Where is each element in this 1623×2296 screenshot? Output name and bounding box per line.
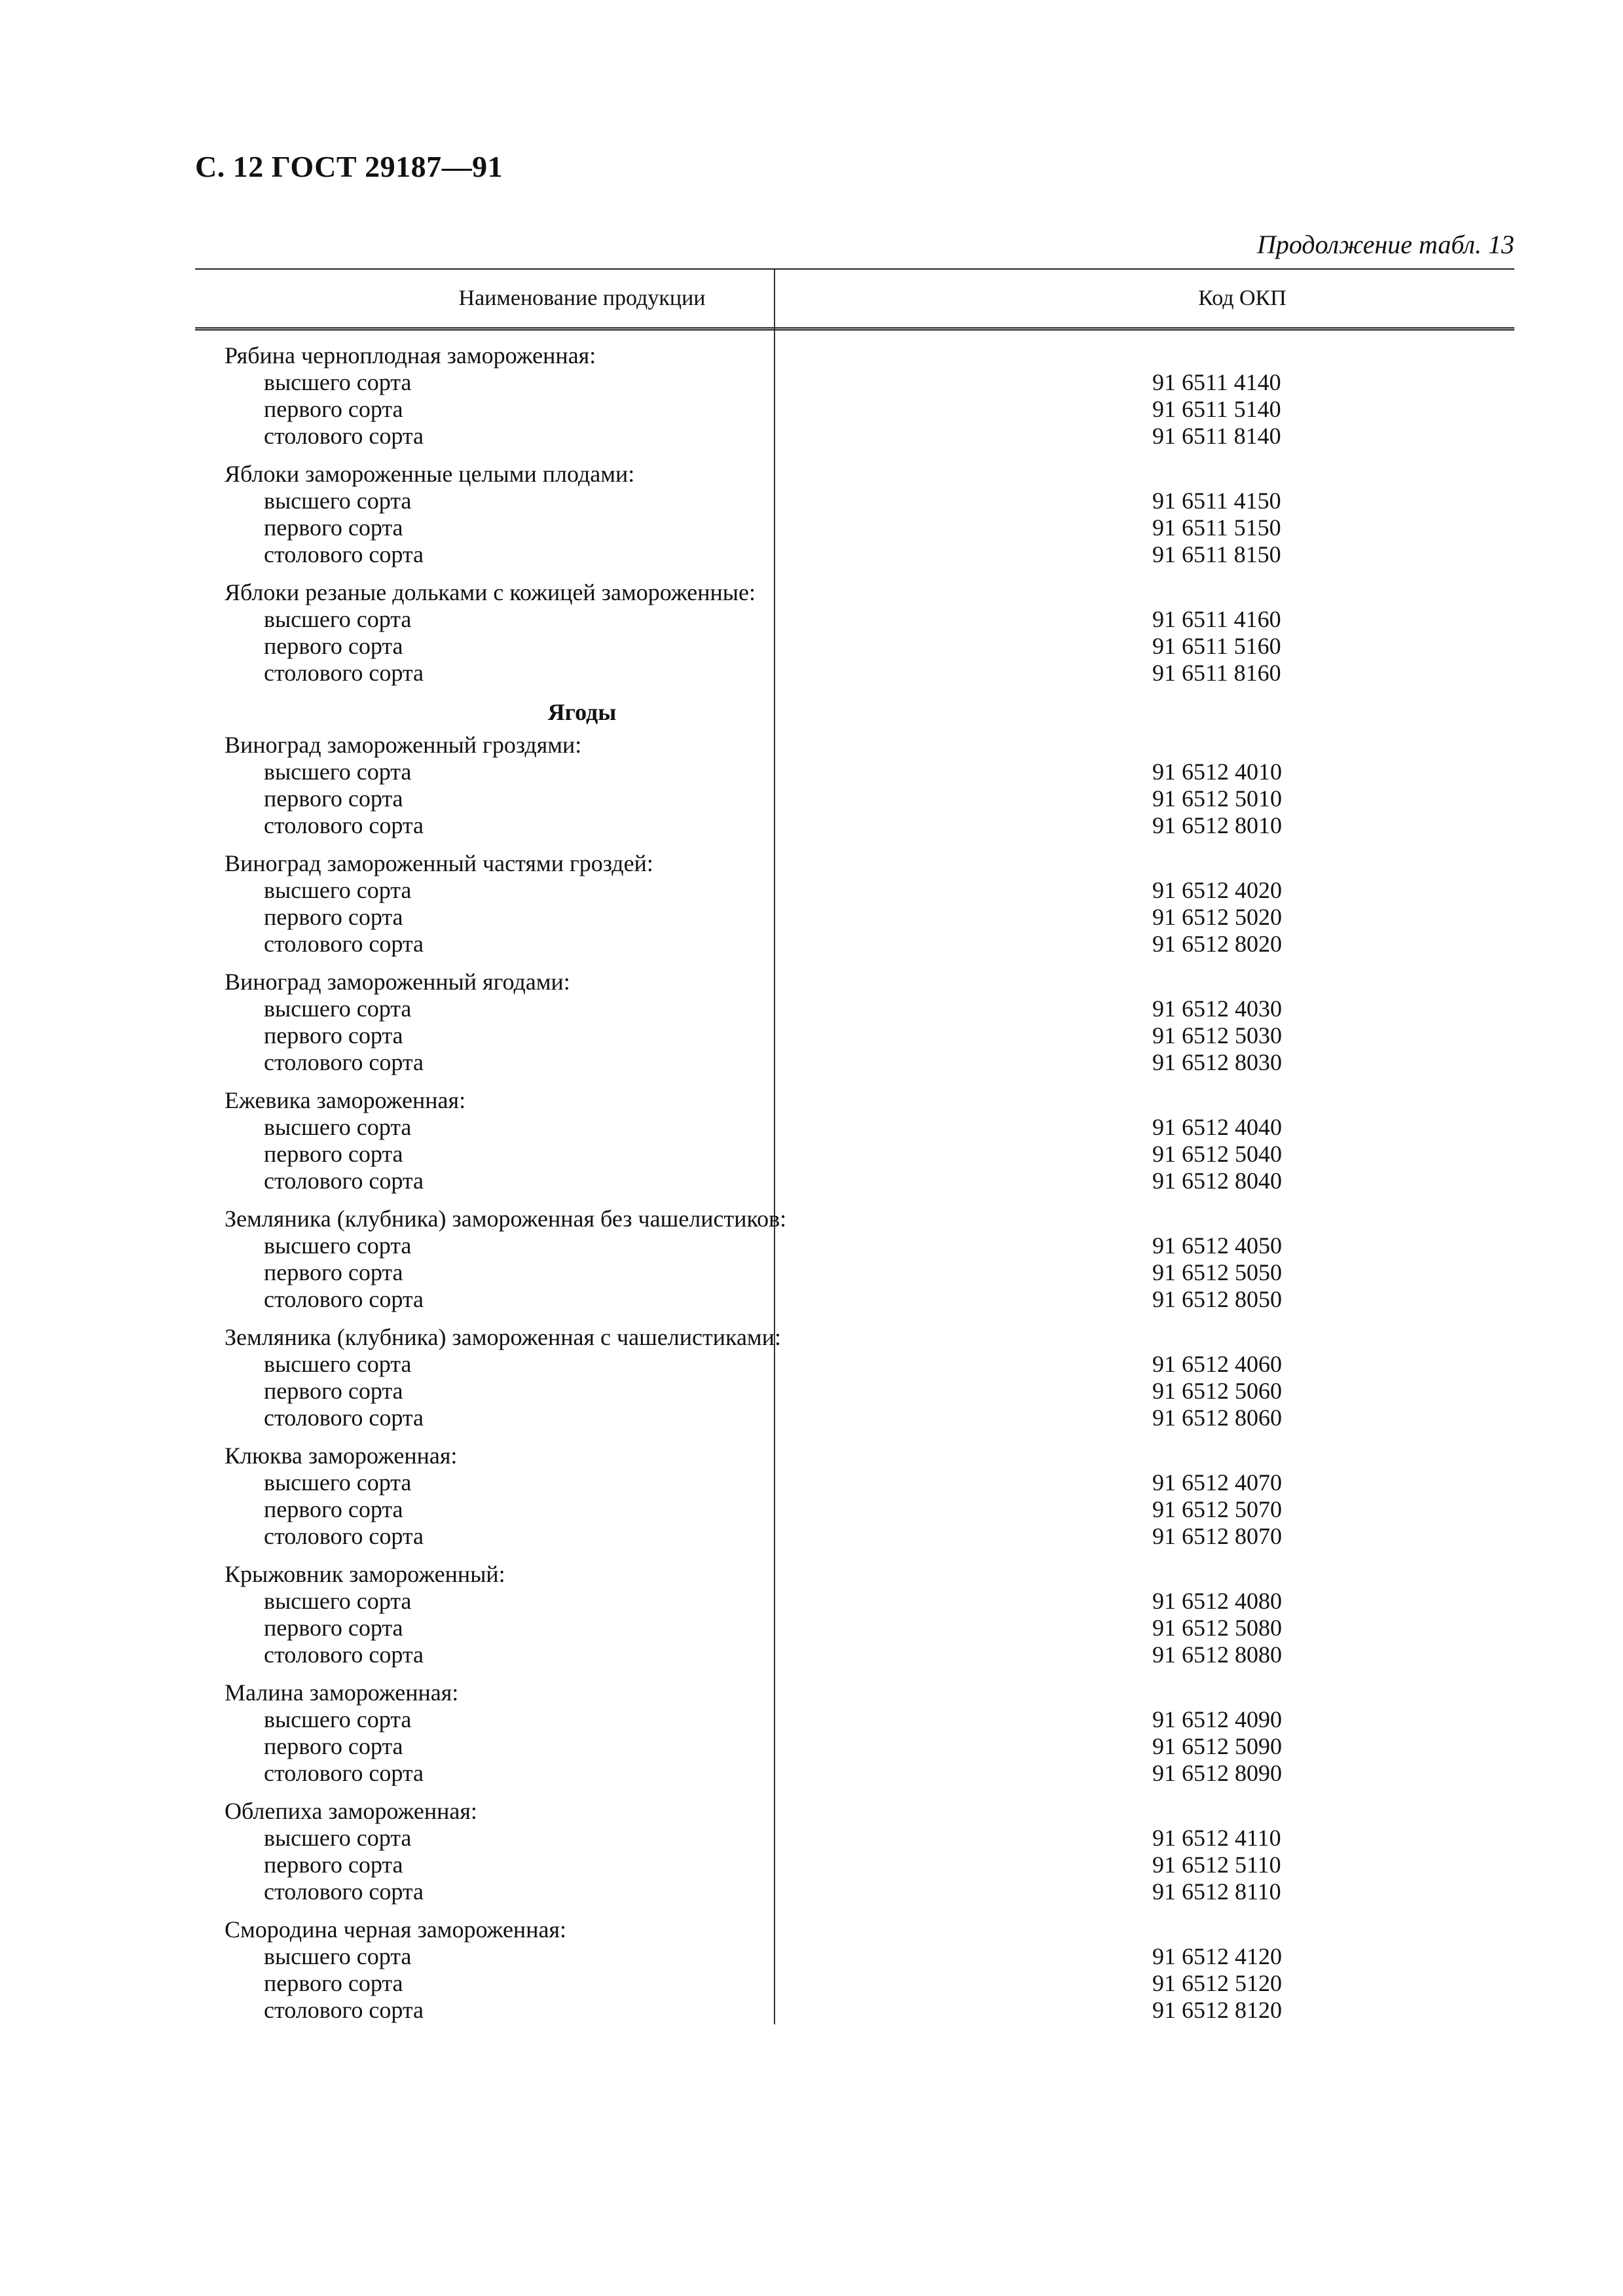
grade-label: первого сорта <box>264 785 403 812</box>
table-row <box>195 996 1514 1022</box>
table-row <box>195 541 1514 568</box>
okp-code: 91 6512 5020 <box>1152 904 1282 930</box>
grade-label: столового сорта <box>264 1405 424 1431</box>
product-group <box>195 732 1514 839</box>
table-row <box>195 369 1514 396</box>
product-group-title-row <box>195 1324 1514 1351</box>
grade-label: высшего сорта <box>264 1706 412 1732</box>
okp-code: 91 6512 4110 <box>1152 1825 1281 1851</box>
okp-code: 91 6512 5080 <box>1152 1615 1282 1641</box>
product-group-title-row <box>195 342 1514 369</box>
grade-label: первого сорта <box>264 1022 403 1049</box>
product-name: Малина замороженная: <box>225 1679 459 1706</box>
product-group-title-row <box>195 1443 1514 1469</box>
table-row <box>195 1733 1514 1760</box>
product-group <box>195 850 1514 958</box>
grade-label: первого сорта <box>264 1852 403 1878</box>
grade-label: высшего сорта <box>264 369 412 395</box>
table-header <box>195 268 1514 331</box>
product-group-title-row <box>195 1798 1514 1825</box>
product-name: Виноград замороженный частями гроздей: <box>225 850 653 876</box>
okp-code: 91 6512 5010 <box>1152 785 1282 812</box>
okp-code: 91 6512 5040 <box>1152 1141 1282 1167</box>
okp-code: 91 6512 5120 <box>1152 1970 1282 1996</box>
grade-label: высшего сорта <box>264 877 412 903</box>
grade-label: первого сорта <box>264 1378 403 1404</box>
column-header-okp-code: Код ОКП <box>1198 286 1286 310</box>
okp-code: 91 6512 4070 <box>1152 1469 1282 1496</box>
grade-label: столового сорта <box>264 1168 424 1194</box>
grade-label: столового сорта <box>264 1049 424 1075</box>
grade-label: высшего сорта <box>264 488 412 514</box>
table-row <box>195 514 1514 541</box>
page-header: С. 12 ГОСТ 29187—91 <box>195 150 503 183</box>
grade-label: столового сорта <box>264 812 424 838</box>
grade-label: столового сорта <box>264 931 424 957</box>
grade-label: высшего сорта <box>264 1943 412 1969</box>
grade-label: столового сорта <box>264 1523 424 1549</box>
okp-code: 91 6512 8090 <box>1152 1760 1282 1786</box>
okp-code: 91 6512 8030 <box>1152 1049 1282 1075</box>
grade-label: высшего сорта <box>264 1825 412 1851</box>
okp-code: 91 6511 8140 <box>1152 423 1281 449</box>
grade-label: высшего сорта <box>264 1232 412 1259</box>
grade-label: первого сорта <box>264 1141 403 1167</box>
product-group <box>195 1916 1514 2024</box>
grade-label: первого сорта <box>264 514 403 541</box>
section-heading: Ягоды <box>547 699 617 725</box>
table-row <box>195 1168 1514 1194</box>
product-name: Земляника (клубника) замороженная без чашелистиков: <box>225 1206 787 1232</box>
product-name: Крыжовник замороженный: <box>225 1561 505 1587</box>
okp-code: 91 6511 5160 <box>1152 633 1281 659</box>
table-row <box>195 877 1514 904</box>
table-row <box>195 396 1514 423</box>
product-group <box>195 969 1514 1076</box>
grade-label: первого сорта <box>264 1259 403 1285</box>
grade-label: высшего сорта <box>264 996 412 1022</box>
table-body <box>195 331 1514 2024</box>
grade-label: высшего сорта <box>264 759 412 785</box>
product-group <box>195 1561 1514 1668</box>
table-row <box>195 1114 1514 1141</box>
okp-code: 91 6512 5060 <box>1152 1378 1282 1404</box>
table-row <box>195 1232 1514 1259</box>
product-group <box>195 1443 1514 1550</box>
product-group-title-row <box>195 1087 1514 1114</box>
grade-label: столового сорта <box>264 660 424 686</box>
okp-code: 91 6512 8040 <box>1152 1168 1282 1194</box>
okp-code: 91 6511 5140 <box>1152 396 1281 422</box>
table-row <box>195 904 1514 931</box>
table-row <box>195 1706 1514 1733</box>
okp-code: 91 6512 8080 <box>1152 1641 1282 1668</box>
okp-code: 91 6512 8010 <box>1152 812 1282 838</box>
product-name: Виноград замороженный ягодами: <box>225 969 570 995</box>
grade-label: первого сорта <box>264 396 403 422</box>
okp-code: 91 6511 5150 <box>1152 514 1281 541</box>
table-row <box>195 1615 1514 1641</box>
table-row <box>195 759 1514 785</box>
product-group-title-row <box>195 461 1514 488</box>
grade-label: столового сорта <box>264 541 424 567</box>
product-name: Облепиха замороженная: <box>225 1798 477 1824</box>
product-name: Яблоки замороженные целыми плодами: <box>225 461 635 487</box>
table-row <box>195 1997 1514 2024</box>
okp-code: 91 6512 8060 <box>1152 1405 1282 1431</box>
okp-code: 91 6512 5050 <box>1152 1259 1282 1285</box>
okp-code: 91 6512 8120 <box>1152 1997 1282 2023</box>
product-name: Ежевика замороженная: <box>225 1087 466 1113</box>
table-row <box>195 1852 1514 1878</box>
table-row <box>195 1943 1514 1970</box>
okp-code: 91 6512 4050 <box>1152 1232 1282 1259</box>
okp-code: 91 6512 4030 <box>1152 996 1282 1022</box>
table-row <box>195 1496 1514 1523</box>
grade-label: первого сорта <box>264 904 403 930</box>
table-row <box>195 1405 1514 1431</box>
table-row <box>195 1469 1514 1496</box>
grade-label: первого сорта <box>264 1970 403 1996</box>
table-row <box>195 1286 1514 1313</box>
table-row <box>195 1523 1514 1550</box>
table-row <box>195 1588 1514 1615</box>
table-row <box>195 785 1514 812</box>
product-group <box>195 1679 1514 1787</box>
table-row <box>195 1825 1514 1852</box>
okp-code: 91 6512 4080 <box>1152 1588 1282 1614</box>
table-row <box>195 606 1514 633</box>
product-group-title-row <box>195 969 1514 996</box>
product-group-title-row <box>195 732 1514 759</box>
table-row <box>195 1022 1514 1049</box>
okp-code: 91 6511 8160 <box>1152 660 1281 686</box>
product-name: Яблоки резаные дольками с кожицей замороженные: <box>225 579 756 605</box>
okp-code: 91 6512 4040 <box>1152 1114 1282 1140</box>
product-code-table <box>195 268 1514 2035</box>
table-row <box>195 423 1514 450</box>
product-name: Земляника (клубника) замороженная с чашелистиками: <box>225 1324 781 1350</box>
table-row <box>195 1141 1514 1168</box>
grade-label: высшего сорта <box>264 1588 412 1614</box>
table-row <box>195 931 1514 958</box>
product-group <box>195 342 1514 450</box>
grade-label: высшего сорта <box>264 1469 412 1496</box>
okp-code: 91 6512 8070 <box>1152 1523 1282 1549</box>
table-row <box>195 1641 1514 1668</box>
table-row <box>195 1259 1514 1286</box>
table-row <box>195 1351 1514 1378</box>
product-name: Рябина черноплодная замороженная: <box>225 342 596 368</box>
product-name: Смородина черная замороженная: <box>225 1916 566 1943</box>
grade-label: столового сорта <box>264 1997 424 2023</box>
okp-code: 91 6512 4060 <box>1152 1351 1282 1377</box>
product-group-title-row <box>195 1206 1514 1232</box>
table-row <box>195 812 1514 839</box>
product-group <box>195 461 1514 568</box>
grade-label: первого сорта <box>264 1615 403 1641</box>
okp-code: 91 6512 5070 <box>1152 1496 1282 1522</box>
okp-code: 91 6512 8020 <box>1152 931 1282 957</box>
grade-label: столового сорта <box>264 1641 424 1668</box>
product-group-title-row <box>195 850 1514 877</box>
table-row <box>195 1378 1514 1405</box>
table-row <box>195 660 1514 687</box>
product-group-title-row <box>195 1561 1514 1588</box>
grade-label: первого сорта <box>264 1496 403 1522</box>
grade-label: столового сорта <box>264 1286 424 1312</box>
okp-code: 91 6512 4120 <box>1152 1943 1282 1969</box>
okp-code: 91 6511 4160 <box>1152 606 1281 632</box>
product-group <box>195 579 1514 687</box>
okp-code: 91 6511 8150 <box>1152 541 1281 567</box>
grade-label: столового сорта <box>264 423 424 449</box>
product-group <box>195 1324 1514 1431</box>
table-row <box>195 1878 1514 1905</box>
table-row <box>195 633 1514 660</box>
product-group-title-row <box>195 1679 1514 1706</box>
okp-code: 91 6511 4140 <box>1152 369 1281 395</box>
grade-label: столового сорта <box>264 1760 424 1786</box>
product-name: Клюква замороженная: <box>225 1443 458 1469</box>
grade-label: высшего сорта <box>264 1351 412 1377</box>
grade-label: первого сорта <box>264 633 403 659</box>
okp-code: 91 6512 4020 <box>1152 877 1282 903</box>
product-name: Виноград замороженный гроздями: <box>225 732 582 758</box>
table-continuation-note: Продолжение табл. 13 <box>1256 230 1514 259</box>
okp-code: 91 6512 8110 <box>1152 1878 1281 1905</box>
product-group <box>195 1206 1514 1313</box>
okp-code: 91 6512 8050 <box>1152 1286 1282 1312</box>
product-group-title-row <box>195 579 1514 606</box>
okp-code: 91 6511 4150 <box>1152 488 1281 514</box>
table-row <box>195 1760 1514 1787</box>
grade-label: высшего сорта <box>264 1114 412 1140</box>
table-row <box>195 488 1514 514</box>
product-group <box>195 1798 1514 1905</box>
grade-label: высшего сорта <box>264 606 412 632</box>
product-group-title-row <box>195 1916 1514 1943</box>
grade-label: первого сорта <box>264 1733 403 1759</box>
table-row <box>195 1049 1514 1076</box>
table-row <box>195 1970 1514 1997</box>
okp-code: 91 6512 4010 <box>1152 759 1282 785</box>
okp-code: 91 6512 4090 <box>1152 1706 1282 1732</box>
okp-code: 91 6512 5090 <box>1152 1733 1282 1759</box>
product-group <box>195 1087 1514 1194</box>
column-header-product-name: Наименование продукции <box>458 286 706 310</box>
grade-label: столового сорта <box>264 1878 424 1905</box>
okp-code: 91 6512 5030 <box>1152 1022 1282 1049</box>
okp-code: 91 6512 5110 <box>1152 1852 1281 1878</box>
